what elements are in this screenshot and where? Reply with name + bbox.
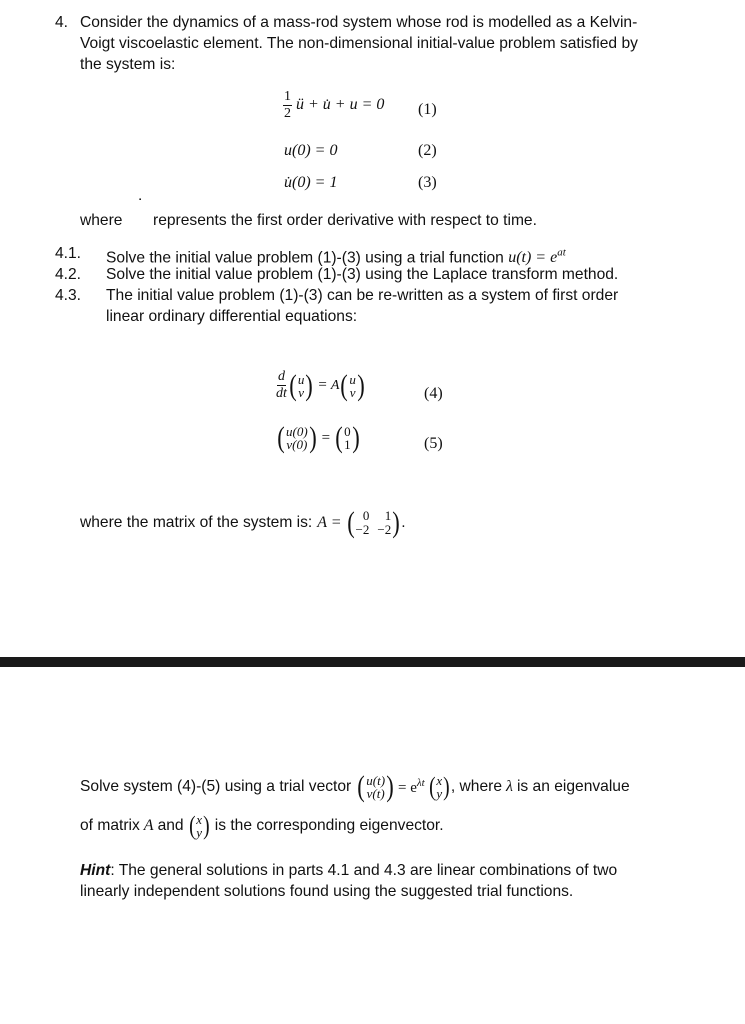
eigen-y: y [436, 786, 443, 801]
equation-2-tag: (2) [418, 142, 437, 159]
matrix-a11: 0 [362, 508, 370, 524]
hint-text-1: : The general solutions in parts 4.1 and 4.3 are linear combinations of two [110, 862, 618, 879]
open-paren: ( [289, 368, 297, 402]
open-paren: ( [340, 368, 349, 402]
close-paren: ) [443, 772, 450, 801]
fraction-denominator: 2 [284, 106, 291, 121]
matrix-symbol: A [143, 817, 154, 834]
initial-vector [286, 425, 308, 451]
trial-function-exponent: at [557, 247, 566, 259]
trial-function-base: u(t) = e [508, 249, 558, 267]
derivative-dt: dt [276, 386, 287, 401]
exponential-power: λt [416, 777, 425, 789]
subpart-4-3-line-1: The initial value problem (1)-(3) can be re-written as a system of first order [106, 287, 619, 304]
eigen-x: x [196, 812, 203, 827]
initial-v: v(0) [286, 437, 308, 452]
equation-4-tag: (4) [424, 385, 443, 402]
equation-2: u(0) = 0 [284, 142, 338, 159]
eigen-x: x [436, 773, 443, 788]
matrix-a22: −2 [377, 522, 392, 537]
equals-sign: = [318, 377, 327, 393]
intro-line-2: Voigt viscoelastic element. The non-dimensional initial-value problem satisfied by [80, 35, 638, 52]
intro-line-1: Consider the dynamics of a mass-rod system whose rod is modelled as a Kelvin- [80, 14, 638, 31]
equation-3: u̇(0) = 1 [284, 174, 338, 191]
subpart-4-3-line-2: linear ordinary differential equations: [106, 308, 358, 325]
state-vector-rhs [349, 373, 356, 399]
initial-value-1: 1 [344, 437, 351, 452]
state-u: u [349, 371, 356, 387]
open-paren: ( [188, 811, 196, 840]
where-text: represents the first order derivative with respect to time. [153, 212, 537, 229]
equation-3-tag: (3) [418, 174, 437, 191]
open-paren: ( [346, 506, 355, 539]
trial-v: v(t) [366, 786, 385, 801]
hint-line-2: linearly independent solutions found using the suggested trial functions. [80, 883, 574, 900]
lambda-symbol: λ [506, 778, 513, 795]
of-matrix-text: of matrix [80, 817, 140, 834]
close-paren: ) [392, 506, 400, 539]
subpart-4-2-number: 4.2. [55, 266, 82, 283]
close-paren: ) [386, 770, 394, 803]
trial-vector-text: Solve system (4)-(5) using a trial vector [80, 778, 352, 795]
eigenvalue-text: is an eigenvalue [516, 778, 630, 795]
equation-1 [283, 90, 384, 121]
exponential-base: = e [398, 780, 417, 796]
derivative-operator [276, 370, 287, 401]
matrix-entries [356, 509, 392, 536]
eigen-y: y [196, 825, 203, 840]
close-paren: ) [308, 421, 317, 454]
equation-1-body: ü + u̇ + u = 0 [296, 96, 385, 114]
open-paren: ( [357, 770, 365, 803]
matrix-definition [80, 508, 406, 538]
equation-5-tag: (5) [424, 435, 443, 452]
and-text: and [157, 817, 184, 834]
equals-sign: = [321, 429, 331, 446]
close-paren: ) [357, 368, 365, 402]
derivative-dot: ˙ [138, 196, 144, 216]
trial-u: u(t) [366, 773, 386, 788]
subpart-4-3-number: 4.3. [55, 287, 82, 304]
problem-number: 4. [55, 14, 69, 31]
matrix-period: . [401, 514, 406, 531]
equation-1-tag: (1) [418, 101, 437, 118]
initial-value-0: 0 [344, 424, 351, 439]
subpart-4-1-number: 4.1. [55, 245, 82, 262]
matrix-symbol: A [330, 377, 340, 393]
fraction-numerator: 1 [284, 89, 291, 104]
matrix-note-text: where the matrix of the system is: [80, 514, 313, 531]
open-paren: ( [335, 421, 343, 454]
equation-5 [276, 423, 361, 453]
state-v: v [298, 384, 305, 400]
derivative-d: d [277, 369, 285, 384]
state-v: v [349, 384, 356, 400]
initial-values [344, 425, 351, 451]
close-paren: ) [305, 368, 314, 402]
eigenvector-line [80, 813, 444, 839]
fraction-half [283, 90, 292, 121]
close-paren: ) [351, 421, 360, 454]
subpart-4-2-text: Solve the initial value problem (1)-(3) using the Laplace transform method. [106, 266, 619, 283]
trial-vector-line [80, 772, 630, 802]
matrix-a21: −2 [355, 522, 370, 537]
subpart-4-1-label: Solve the initial value problem (1)-(3) using a trial function [106, 249, 504, 267]
open-paren: ( [428, 772, 436, 801]
hint-line-1 [80, 860, 617, 881]
where-text: , where [450, 778, 502, 795]
exponential [398, 777, 425, 797]
intro-line-3: the system is: [80, 56, 176, 73]
eigenvector [196, 813, 202, 839]
where-word: where [80, 212, 123, 229]
hint-label: Hint [80, 862, 111, 879]
initial-u: u(0) [286, 424, 308, 439]
eigenvector-text: is the corresponding eigenvector. [214, 817, 444, 834]
state-u: u [297, 371, 305, 387]
state-vector [298, 373, 305, 399]
matrix-lhs: A = [317, 514, 342, 531]
matrix-a12: 1 [384, 508, 392, 524]
equation-4 [276, 370, 366, 401]
page-divider [0, 657, 745, 667]
eigenvector [436, 774, 442, 800]
trial-vector [366, 774, 385, 800]
close-paren: ) [203, 811, 210, 840]
open-paren: ( [277, 421, 285, 454]
